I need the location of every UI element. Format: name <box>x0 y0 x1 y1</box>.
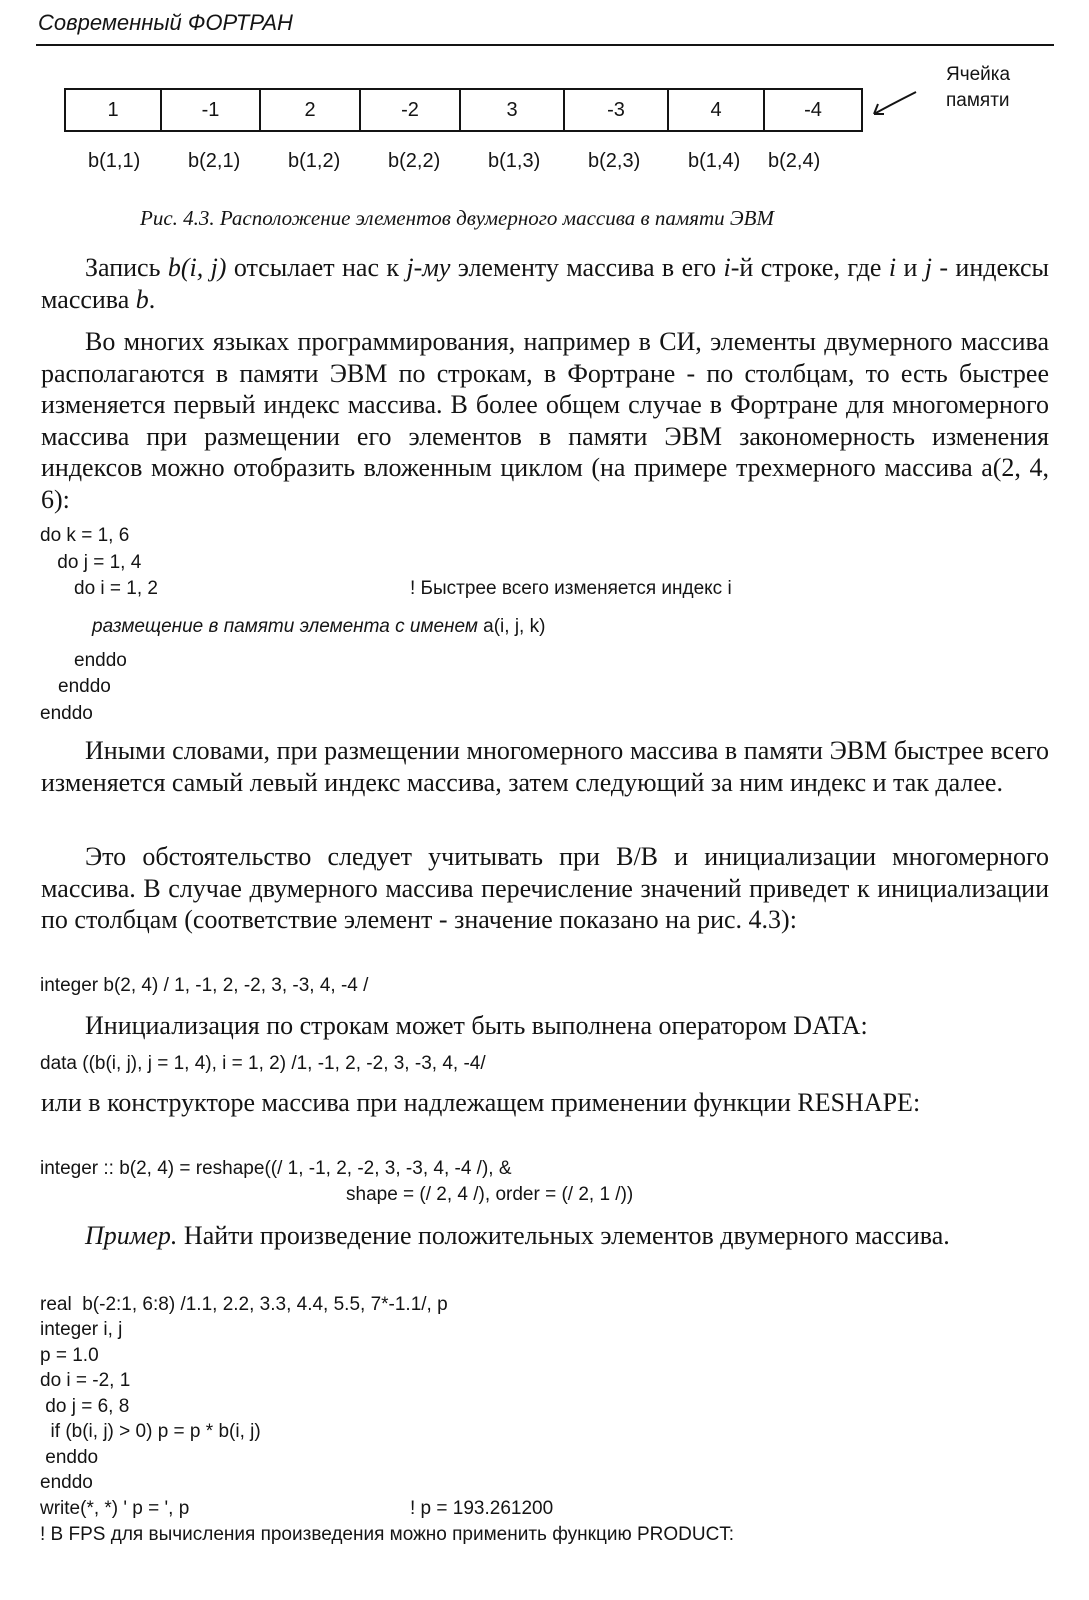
index-label: b(1,2) <box>288 150 341 172</box>
code-line: integer i, j <box>40 1319 123 1340</box>
code-comment: ! Быстрее всего изменяется индекс i <box>410 578 732 599</box>
index-label: b(2,4) <box>768 150 821 172</box>
index-label: b(2,3) <box>588 150 641 172</box>
paragraph-4: Это обстоятельство следует учитывать при В/В и инициализации многомерного массива. В случае двумерного массива перечисление значений приведет к инициализации по столбцам (соответствие элемент - значение показано на рис. 4.3): <box>41 842 1049 934</box>
memory-cell: -2 <box>360 89 460 131</box>
code-line: data ((b(i, j), j = 1, 4), i = 1, 2) /1, -1, 2, -2, 3, -3, 4, -4/ <box>40 1053 486 1074</box>
code-line: do j = 6, 8 <box>40 1396 130 1417</box>
code-line: do i = -2, 1 <box>40 1370 131 1391</box>
paragraph-1: Запись b(i, j) отсылает нас к j-му элементу массива в его i-й строке, где i и j - индексы массива b. <box>41 253 1050 314</box>
code-line: integer b(2, 4) / 1, -1, 2, -2, 3, -3, 4, -4 / <box>40 975 369 996</box>
code-line: if (b(i, j) > 0) p = p * b(i, j) <box>40 1421 261 1442</box>
code-line: real b(-2:1, 6:8) /1.1, 2.2, 3.3, 4.4, 5.5, 7*-1.1/, p <box>40 1294 448 1315</box>
index-label: b(1,3) <box>488 150 541 172</box>
code-line: enddo <box>40 1447 99 1468</box>
memory-cell: 2 <box>260 89 360 131</box>
code-line: do j = 1, 4 <box>52 552 142 573</box>
code-line: размещение в памяти элемента с именем a(i, j, k) <box>92 616 546 637</box>
paragraph-7: Пример. Найти произведение положительных элементов двумерного массива. <box>85 1221 950 1250</box>
memory-cell: -4 <box>764 89 862 131</box>
code-line: enddo <box>40 1472 93 1493</box>
memory-cell: -1 <box>161 89 260 131</box>
paragraph-5: Инициализация по строкам может быть выполнена оператором DATA: <box>85 1011 868 1040</box>
code-line: enddo <box>74 650 127 671</box>
memory-cell: 1 <box>65 89 161 131</box>
index-label: b(2,2) <box>388 150 441 172</box>
running-head: Современный ФОРТРАН <box>38 10 293 35</box>
code-line: do k = 1, 6 <box>40 525 130 546</box>
memory-cell-label: Ячейка памяти <box>946 64 1011 111</box>
code-line: shape = (/ 2, 4 /), order = (/ 2, 1 /)) <box>346 1184 634 1205</box>
paragraph-2: Во многих языках программирования, например в СИ, элементы двумерного массива располагаются в памяти ЭВМ по строкам, в Фортране - по столбцам, то есть быстрее изменяется первый индекс массива. В более общем случае в Фортране для многомерного массива при размещении его элементов в памяти ЭВМ закономерность изменения индексов можно отобразить вложенным циклом (на примере трехмерного массива a(2, 4, 6): <box>41 327 1049 514</box>
code-line: do i = 1, 2 <box>74 578 158 599</box>
code-line: enddo <box>58 676 111 697</box>
memory-cell: 4 <box>668 89 764 131</box>
header-rule <box>36 44 1054 46</box>
code-comment: ! В FPS для вычисления произведения можно применить функцию PRODUCT: <box>40 1524 735 1545</box>
code-line: p = 1.0 <box>40 1345 99 1366</box>
figure-caption: Рис. 4.3. Расположение элементов двумерного массива в памяти ЭВМ <box>140 206 774 230</box>
code-line: write(*, *) ' p = ', p <box>40 1498 190 1519</box>
code-comment: ! p = 193.261200 <box>410 1498 554 1519</box>
pointer-arrow-icon <box>870 88 920 120</box>
index-label: b(1,4) <box>688 150 741 172</box>
paragraph-6: или в конструкторе массива при надлежащем применении функции RESHAPE: <box>41 1088 921 1117</box>
code-line: integer :: b(2, 4) = reshape((/ 1, -1, 2, -2, 3, -3, 4, -4 /), & <box>40 1158 512 1179</box>
code-line: enddo <box>40 703 93 724</box>
memory-cells-figure <box>64 88 863 132</box>
paragraph-3: Иными словами, при размещении многомерного массива в памяти ЭВМ быстрее всего изменяется самый левый индекс массива, затем следующий за ним индекс и так далее. <box>41 736 1049 797</box>
index-label: b(2,1) <box>188 150 241 172</box>
memory-cell: -3 <box>564 89 668 131</box>
index-label: b(1,1) <box>88 150 141 172</box>
memory-cell: 3 <box>460 89 564 131</box>
